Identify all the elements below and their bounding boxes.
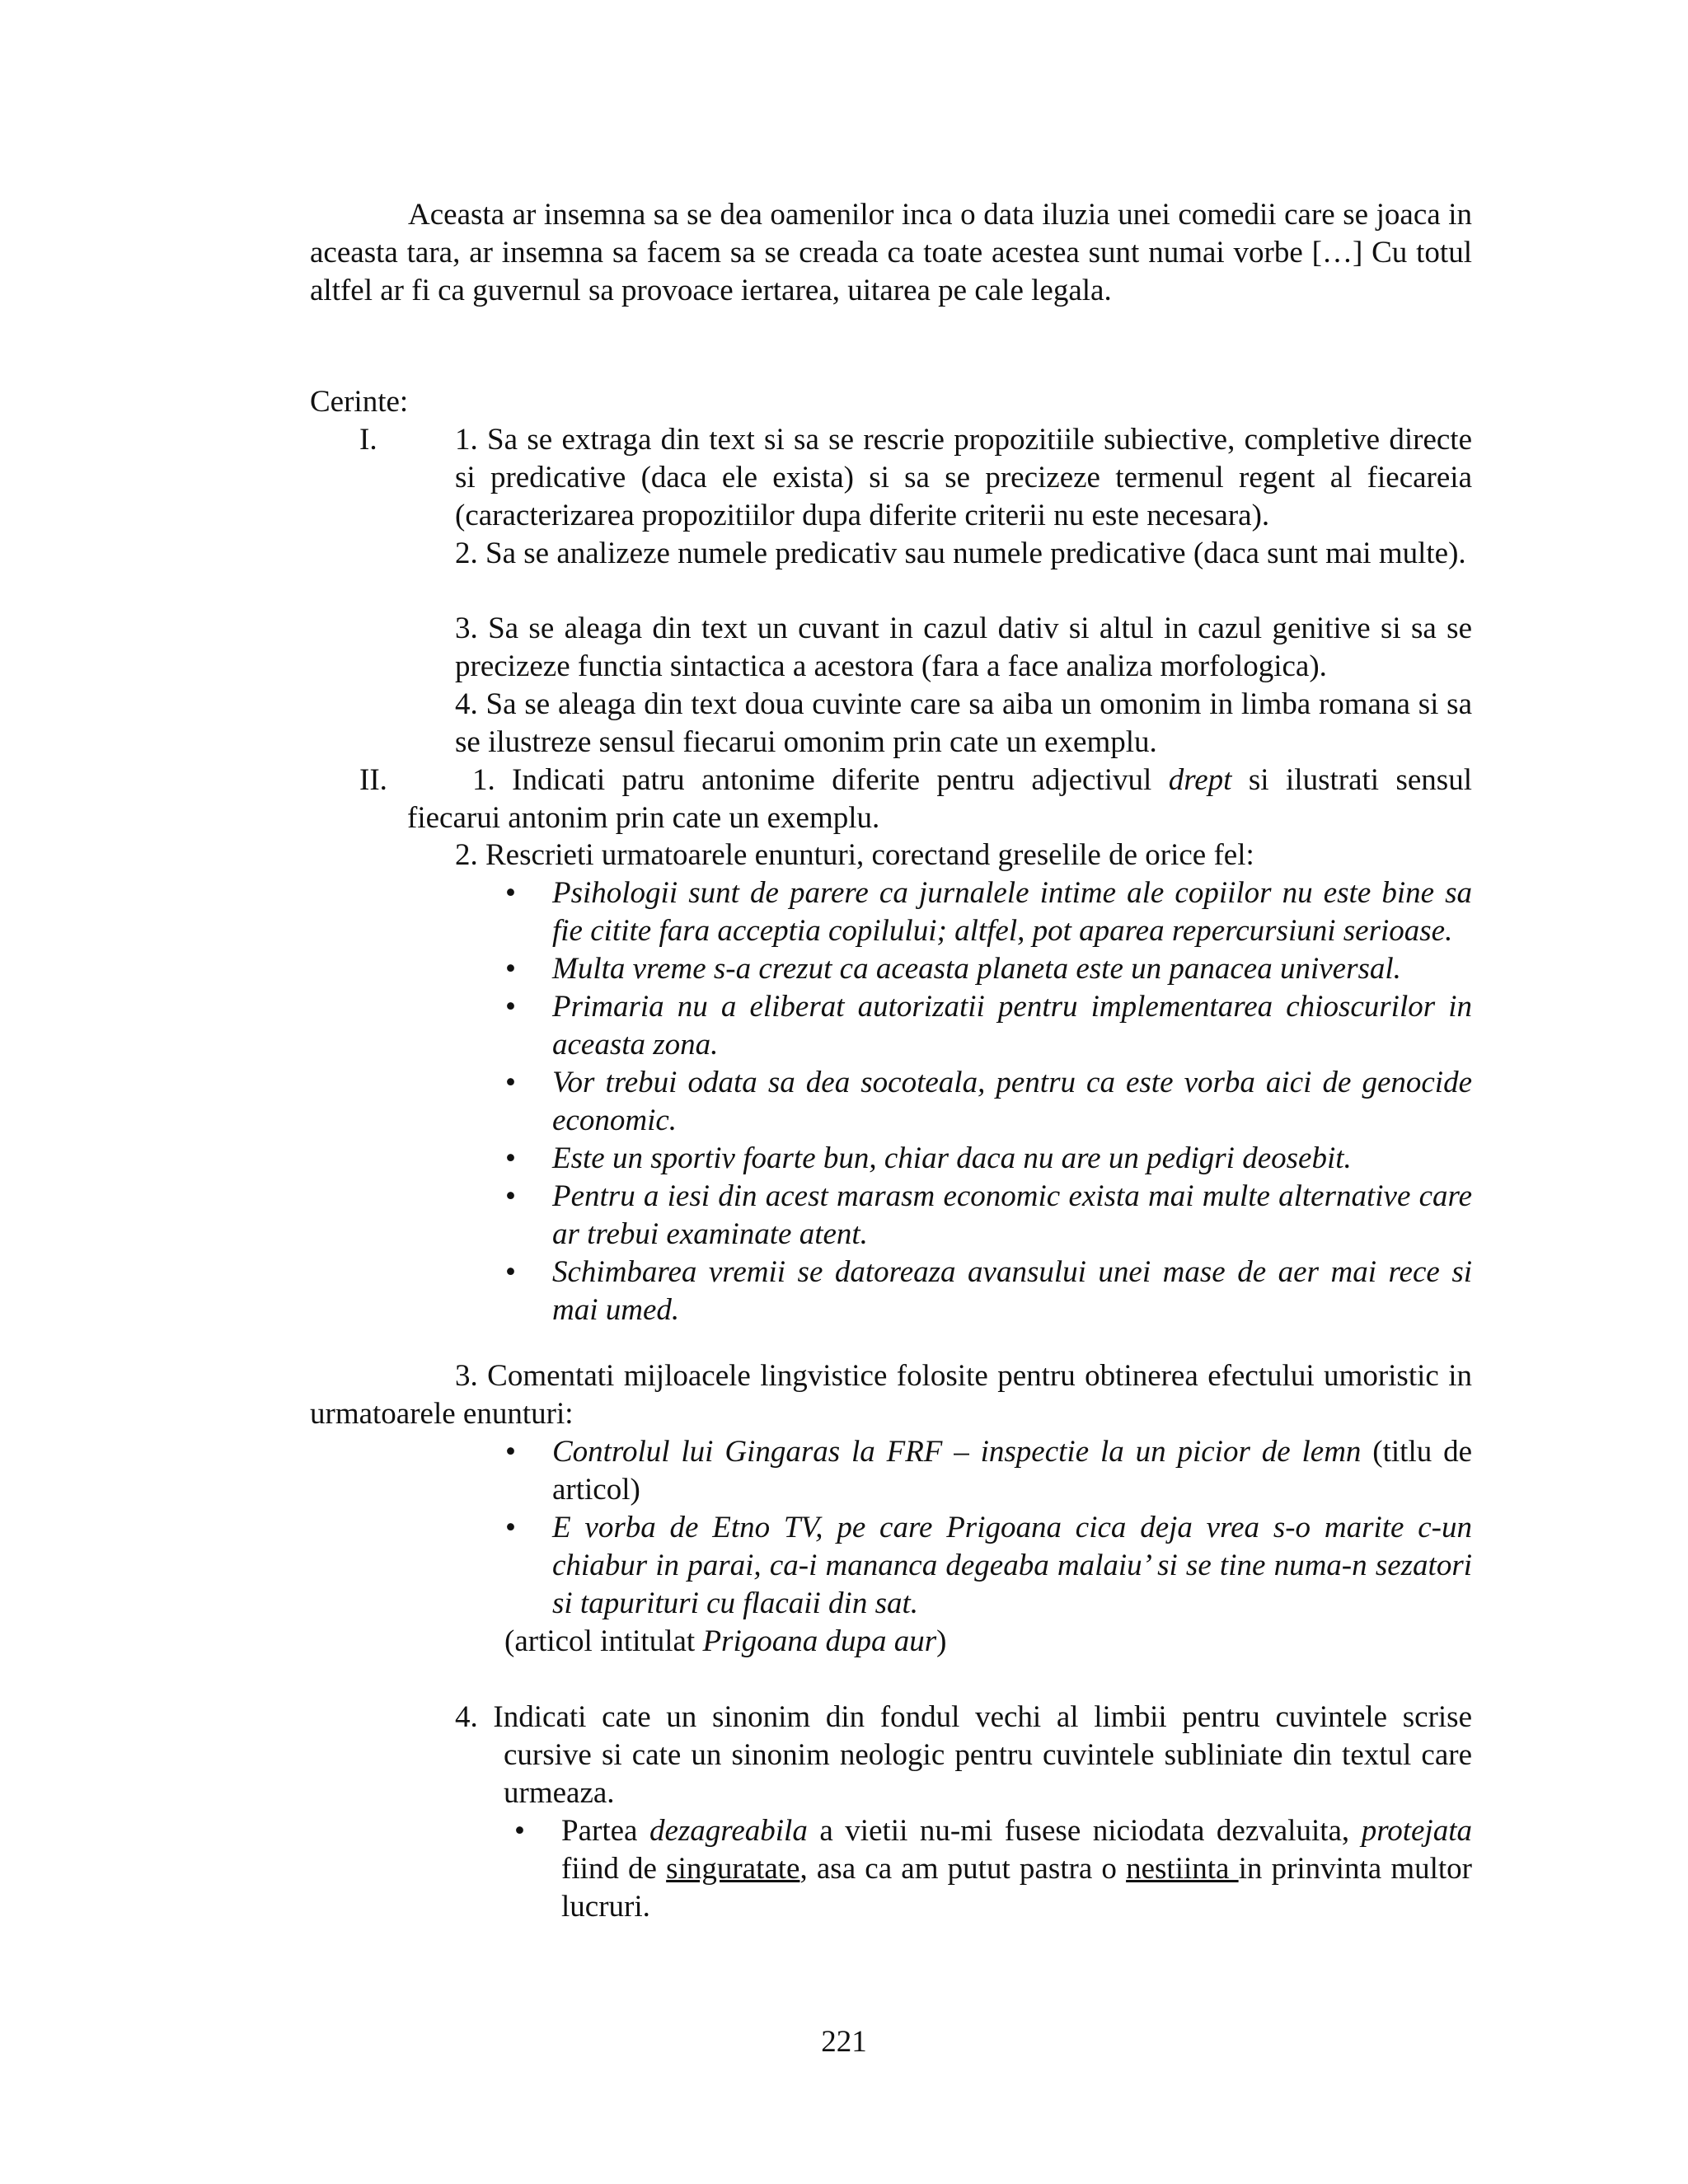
- exercise-antonyms-text: 1. Indicati patru antonime diferite pentru adjectivul: [472, 763, 1169, 797]
- list-item-italic: E vorba de Etno TV, pe care Prigoana cica deja vrea s-o marite c-un chiabur in parai, ca-i mananca degeaba malaiu’ si se tine numa-n sezatori si tapurituri cu flacaii din sat.: [552, 1511, 1472, 1620]
- text-part: , asa ca am putut pastra o: [799, 1852, 1127, 1886]
- intro-paragraph: Aceasta ar insemna sa se dea oamenilor inca o data iluzia unei comedii care se joaca in aceasta tara, ar insemna sa facem sa se creada ca toate acestea sunt numai vorbe […] Cu totul altfel ar fi ca guvernul sa provoace iertarea, uitarea pe cale legala.: [310, 198, 1472, 307]
- list-item-text: Primaria nu a eliberat autorizatii pentru implementarea chioscurilor in aceasta zona.: [552, 990, 1472, 1062]
- section-numeral-2: II.: [359, 763, 387, 797]
- text-part: Partea: [561, 1814, 649, 1848]
- bullet-icon: •: [505, 990, 516, 1024]
- list-item: [514, 1812, 1472, 1926]
- text-part: a vietii nu-mi fusese niciodata dezvaluita,: [807, 1814, 1362, 1848]
- requirement-1: 1. Sa se extraga din text si sa se rescrie propozitiile subiective, completive directe si predicative (daca ele exista) si sa se precizeze termenul regent al fiecareia (caracterizarea propozitiilor dupa diferite criterii nu este necesara).: [455, 423, 1472, 532]
- bullet-icon: •: [514, 1814, 525, 1848]
- requirement-3: 3. Sa se aleaga din text un cuvant in cazul dativ si altul in cazul genitive si sa se precizeze functia sintactica a acestora (fara a face analiza morfologica).: [455, 612, 1472, 683]
- article-note-before: (articol intitulat: [504, 1624, 703, 1658]
- requirements-heading: Cerinte:: [310, 385, 409, 419]
- requirement-2: 2. Sa se analizeze numele predicativ sau numele predicative (daca sunt mai multe).: [455, 537, 1466, 570]
- list-item-text: (titlu de articol): [552, 1435, 1472, 1507]
- text-part: fiind de: [561, 1852, 667, 1886]
- bullet-icon: •: [505, 1255, 516, 1289]
- italic-word: dezagreabila: [649, 1814, 808, 1848]
- underlined-word: nestiinta: [1126, 1852, 1239, 1886]
- synonyms-list: [514, 1812, 1472, 1926]
- bullet-icon: •: [505, 1511, 516, 1544]
- bullet-icon: •: [505, 1141, 516, 1175]
- exercise-humor-intro: 3. Comentati mijloacele lingvistice folosite pentru obtinerea efectului umoristic in urmatoarele enunturi:: [310, 1359, 1472, 1431]
- text-part: in prinvinta multor lucruri.: [561, 1852, 1472, 1924]
- list-item-text: Este un sportiv foarte bun, chiar daca nu are un pedigri deosebit.: [552, 1141, 1352, 1175]
- bullet-icon: •: [505, 1066, 516, 1099]
- bullet-icon: •: [505, 1179, 516, 1213]
- exercise-synonyms-intro: 4. Indicati cate un sinonim din fondul vechi al limbii pentru cuvintele scrise cursive si cate un sinonim neologic pentru cuvintele subliniate din textul care urmeaza.: [455, 1700, 1472, 1810]
- section-numeral-1: I.: [359, 423, 377, 457]
- list-item-text: Psihologii sunt de parere ca jurnalele intime ale copiilor nu este bine sa fie citite fara acceptia copilului; altfel, pot aparea repercursiuni serioase.: [552, 876, 1472, 948]
- article-note-after: ): [936, 1624, 947, 1658]
- bullet-icon: •: [505, 876, 516, 910]
- list-item: [505, 950, 1472, 988]
- italic-word: protejata: [1361, 1814, 1472, 1848]
- exercise-antonyms-text-end: si ilustrati sensul fiecarui antonim prin cate un exemplu.: [407, 763, 1472, 835]
- list-item-italic: Controlul lui Gingaras la FRF – inspectie la un picior de lemn: [552, 1435, 1362, 1469]
- list-item-text: Pentru a iesi din acest marasm economic exista mai multe alternative care ar trebui examinate atent.: [552, 1179, 1472, 1251]
- list-item: [505, 1064, 1472, 1140]
- list-item: [505, 874, 1472, 950]
- list-item: [505, 1254, 1472, 1329]
- bullet-icon: •: [505, 1435, 516, 1469]
- list-item: [505, 1178, 1472, 1254]
- humor-list: [505, 1433, 1472, 1623]
- exercise-antonyms: [407, 762, 1472, 837]
- list-item: [505, 1509, 1472, 1623]
- exercise-corrections-intro: 2. Rescrieti urmatoarele enunturi, corectand greselile de orice fel:: [455, 838, 1254, 872]
- list-item: [505, 988, 1472, 1064]
- requirement-4: 4. Sa se aleaga din text doua cuvinte care sa aiba un omonim in limba romana si sa se ilustreze sensul fiecarui omonim prin cate un exemplu.: [455, 687, 1472, 759]
- list-item: [505, 1140, 1472, 1178]
- underlined-word: singuratate: [666, 1852, 800, 1886]
- list-item: [505, 1433, 1472, 1509]
- list-item-text: Schimbarea vremii se datoreaza avansului unei mase de aer mai rece si mai umed.: [552, 1255, 1472, 1327]
- article-note: [504, 1623, 946, 1661]
- article-title: Prigoana dupa aur: [702, 1624, 937, 1658]
- bullet-icon: •: [505, 952, 516, 986]
- list-item-text: Multa vreme s-a crezut ca aceasta planeta este un panacea universal.: [552, 952, 1401, 986]
- list-item-text: Vor trebui odata sa dea socoteala, pentru ca este vorba aici de genocide economic.: [552, 1066, 1472, 1137]
- keyword-drept: drept: [1168, 763, 1232, 797]
- corrections-list: [505, 874, 1472, 1329]
- page-number: 221: [821, 2025, 867, 2059]
